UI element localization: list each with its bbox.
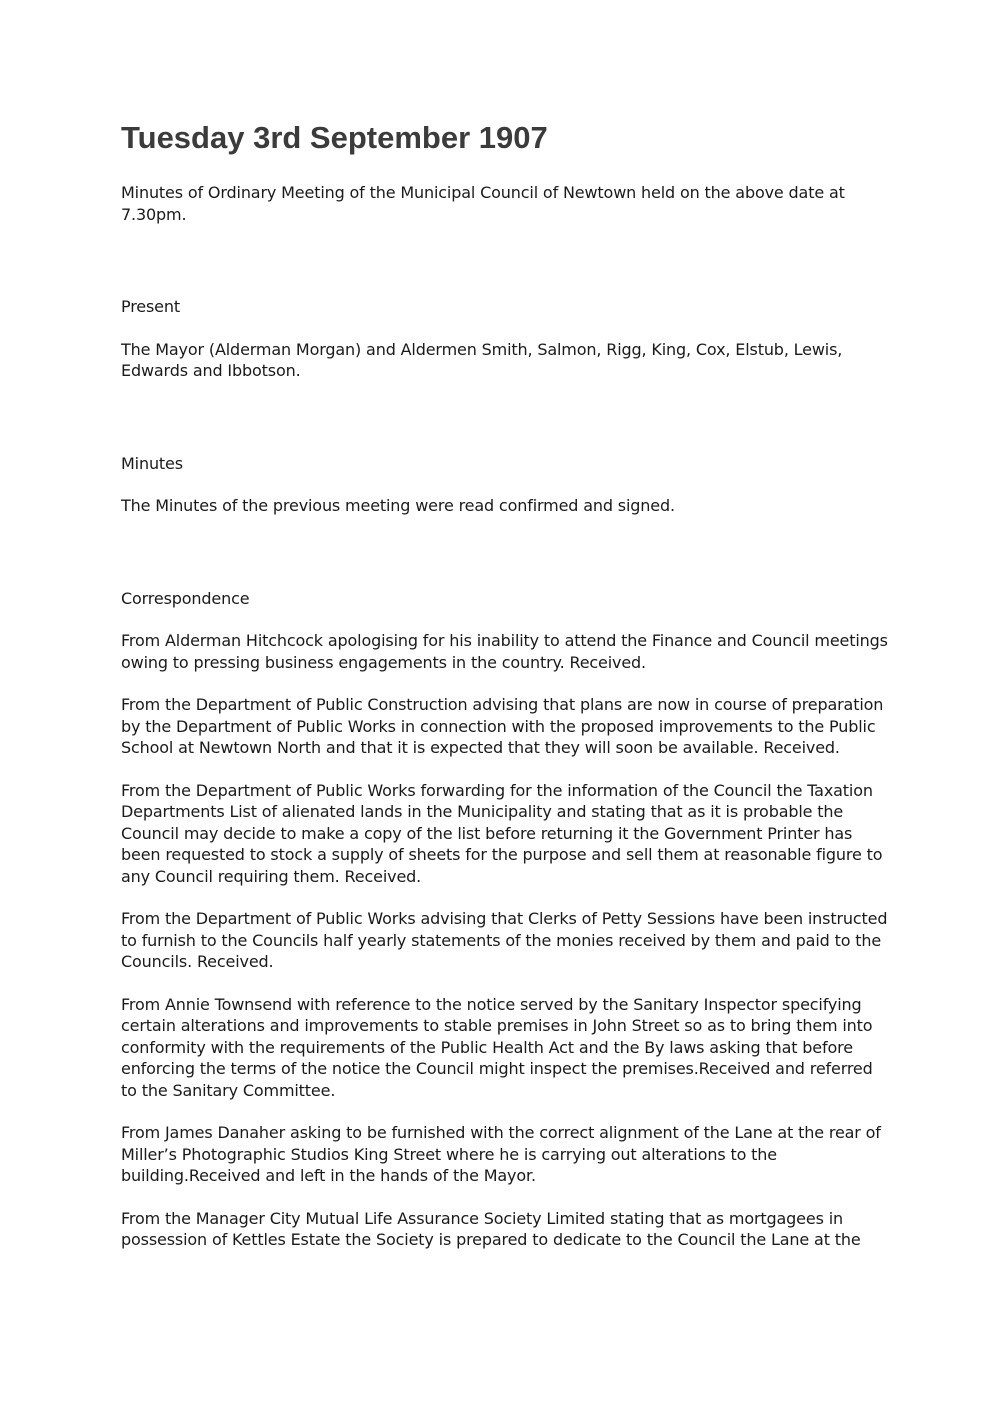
minutes-heading: Minutes bbox=[121, 453, 183, 473]
correspondence-item: From Alderman Hitchcock apologising for his inability to attend the Finance and Council meetings owing to pressing business engagements in the country. Received. bbox=[121, 631, 888, 672]
section-gap bbox=[121, 403, 891, 453]
correspondence-item: From the Department of Public Works forwarding for the information of the Council the Taxation Departments List of alienated lands in the Municipality and stating that as it is probable the Council may decide to make a copy of the list before returning it the Government Printer has been requested to stock a supply of sheets for the purpose and sell them at reasonable figure to any Council requiring them. Received. bbox=[121, 780, 883, 886]
document-page bbox=[121, 118, 891, 1272]
correspondence-item: From the Department of Public Construction advising that plans are now in course of preparation by the Department of Public Works in connection with the proposed improvements to the Public School at Newtown North and that it is expected that they will soon be available. Received. bbox=[121, 695, 884, 757]
correspondence-item: From the Department of Public Works advising that Clerks of Petty Sessions have been instructed to furnish to the Councils half yearly statements of the monies received by them and paid to the Councils. Received. bbox=[121, 909, 888, 971]
correspondence-item: From Annie Townsend with reference to the notice served by the Sanitary Inspector specifying certain alterations and improvements to stable premises in John Street so as to bring them into conformity with the requirements of the Public Health Act and the By laws asking that before enforcing the terms of the notice the Council might inspect the premises.Received and referred to the Sanitary Committee. bbox=[121, 994, 873, 1100]
minutes-paragraph: The Minutes of the previous meeting were read confirmed and signed. bbox=[121, 496, 675, 515]
intro-paragraph: Minutes of Ordinary Meeting of the Municipal Council of Newtown held on the above date at 7.30pm. bbox=[121, 183, 845, 224]
correspondence-item: From James Danaher asking to be furnished with the correct alignment of the Lane at the rear of Miller’s Photographic Studios King Street where he is carrying out alterations to the building.Received and left in the hands of the Mayor. bbox=[121, 1123, 881, 1185]
section-gap bbox=[121, 538, 891, 588]
correspondence-item: From the Manager City Mutual Life Assurance Society Limited stating that as mortgagees in possession of Kettles Estate the Society is prepared to dedicate to the Council the Lane at the bbox=[121, 1208, 861, 1249]
document-title: Tuesday 3rd September 1907 bbox=[121, 120, 548, 155]
present-paragraph: The Mayor (Alderman Morgan) and Aldermen Smith, Salmon, Rigg, King, Cox, Elstub, Lewis, Edwards and Ibbotson. bbox=[121, 339, 843, 380]
section-gap bbox=[121, 246, 891, 296]
correspondence-heading: Correspondence bbox=[121, 588, 250, 608]
present-heading: Present bbox=[121, 297, 180, 316]
